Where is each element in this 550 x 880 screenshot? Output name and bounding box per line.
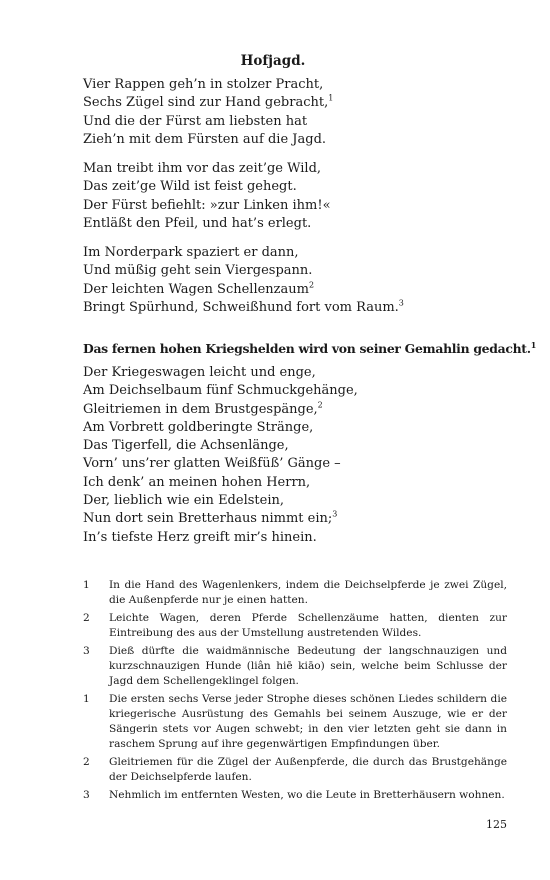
poem-line: Der Kriegeswagen leicht und enge, bbox=[83, 365, 316, 380]
stanza-2 bbox=[83, 160, 523, 233]
footnote-marker: 2 bbox=[317, 400, 323, 410]
poem-line: Das zeit’ge Wild ist feist gehegt. bbox=[83, 179, 297, 195]
footnote-number: 2 bbox=[83, 755, 90, 768]
poem-line: Das Tigerfell, die Achsenlänge, bbox=[83, 438, 289, 454]
poem-title-kriegshelden: Das fernen hohen Kriegshelden wird von seiner Gemahlin gedacht.$^1$ bbox=[83, 339, 537, 356]
stanza-3 bbox=[83, 244, 523, 317]
poem-line: Zieh’n mit dem Fürsten auf die Jagd. bbox=[83, 131, 327, 147]
footnote bbox=[83, 578, 507, 608]
footnote-number: 3 bbox=[83, 644, 90, 657]
footnote-marker: 3 bbox=[332, 510, 338, 520]
poem-line: Am Deichselbaum fünf Schmuckgehänge, bbox=[83, 383, 358, 399]
poem-line: Vier Rappen geh’n in stolzer Pracht, bbox=[83, 77, 324, 92]
footnote-text: Leichte Wagen, deren Pferde Schellenzäume hatten, dienten zur Eintreibung des aus der Umstellung austretenden Wildes. bbox=[109, 611, 507, 639]
footnote-number: 1 bbox=[83, 579, 90, 591]
poem-line: Entläßt den Pfeil, und hat’s erlegt. bbox=[83, 215, 312, 231]
footnote-marker: 1 bbox=[328, 93, 334, 103]
footnote-text: Die ersten sechs Verse jeder Strophe dieses schönen Liedes schildern die kriegerische Ausrüstung des Gemahls bei seinem Auszuge, wie er der Sängerin stets vor Augen schwebt; in den vier letzten geht sie dann in raschem Sprung auf ihre gegenwärtigen Empfindungen über. bbox=[109, 692, 507, 751]
poem-line: Nun dort sein Bretterhaus nimmt ein;$^3$ bbox=[83, 510, 338, 527]
page-number: 125 bbox=[486, 818, 507, 831]
poem-line: Gleitriemen in dem Brustgespänge,$^2$ bbox=[83, 400, 323, 417]
footnotes bbox=[83, 578, 507, 805]
poem-line: Der, lieblich wie ein Edelstein, bbox=[83, 493, 284, 509]
poem-line: In’s tiefste Herz greift mir’s hinein. bbox=[83, 529, 317, 545]
poem-2-lines bbox=[83, 364, 523, 547]
footnote-text: In die Hand des Wagenlenkers, indem die Deichselpferde je zwei Zügel, die Außenpferde nur je einen hatten. bbox=[109, 579, 507, 607]
poem-line: Der leichten Wagen Schellenzaum$^2$ bbox=[83, 280, 315, 297]
poem-line: Und müßig geht sein Viergespann. bbox=[83, 263, 313, 279]
footnote-number: 1 bbox=[83, 692, 90, 705]
footnote-marker: 3 bbox=[398, 298, 404, 308]
footnote-number: 3 bbox=[83, 788, 90, 801]
poem-line: Bringt Spürhund, Schweißhund fort vom Raum.$^3$ bbox=[83, 298, 404, 315]
poem-line: Vorn’ uns’rer glatten Weißfüß’ Gänge – bbox=[83, 456, 341, 472]
footnote-text: Gleitriemen für die Zügel der Außenpferde, die durch das Brustgehänge der Deichselpferde laufen. bbox=[109, 755, 507, 783]
footnote bbox=[83, 755, 507, 785]
poem-line: Ich denk’ an meinen hohen Herrn, bbox=[83, 474, 311, 490]
footnote-text: Nehmlich im entfernten Westen, wo die Leute in Bretterhäusern wohnen. bbox=[109, 788, 505, 801]
footnote-marker: 2 bbox=[308, 280, 315, 290]
footnote bbox=[83, 644, 507, 690]
stanza-1 bbox=[83, 76, 523, 149]
footnote bbox=[83, 611, 507, 641]
poem-line: Der Fürst befiehlt: »zur Linken ihm!« bbox=[83, 197, 331, 213]
footnote-marker: 1 bbox=[530, 339, 537, 350]
poem-line: Am Vorbrett goldberingte Stränge, bbox=[83, 419, 314, 435]
footnote-text: Dieß dürfte die waidmännische Bedeutung der langschnauzigen und kurzschnauzigen Hunde (liân hiē kiāo) sein, welche beim Schlusse der Jagd dem Schellengeklingel folgen. bbox=[109, 644, 507, 687]
poem-line: Sechs Zügel sind zur Hand gebracht,$^1$ bbox=[83, 93, 334, 111]
footnote bbox=[83, 788, 507, 803]
poem-line: Man treibt ihm vor das zeit’ge Wild, bbox=[83, 161, 322, 176]
poem-title-hofjagd: Hofjagd. bbox=[240, 53, 306, 69]
footnote-number: 2 bbox=[83, 611, 90, 624]
footnote bbox=[83, 692, 507, 753]
poem-line: Im Norderpark spaziert er dann, bbox=[83, 245, 299, 260]
poem-line: Und die der Fürst am liebsten hat bbox=[83, 113, 308, 129]
